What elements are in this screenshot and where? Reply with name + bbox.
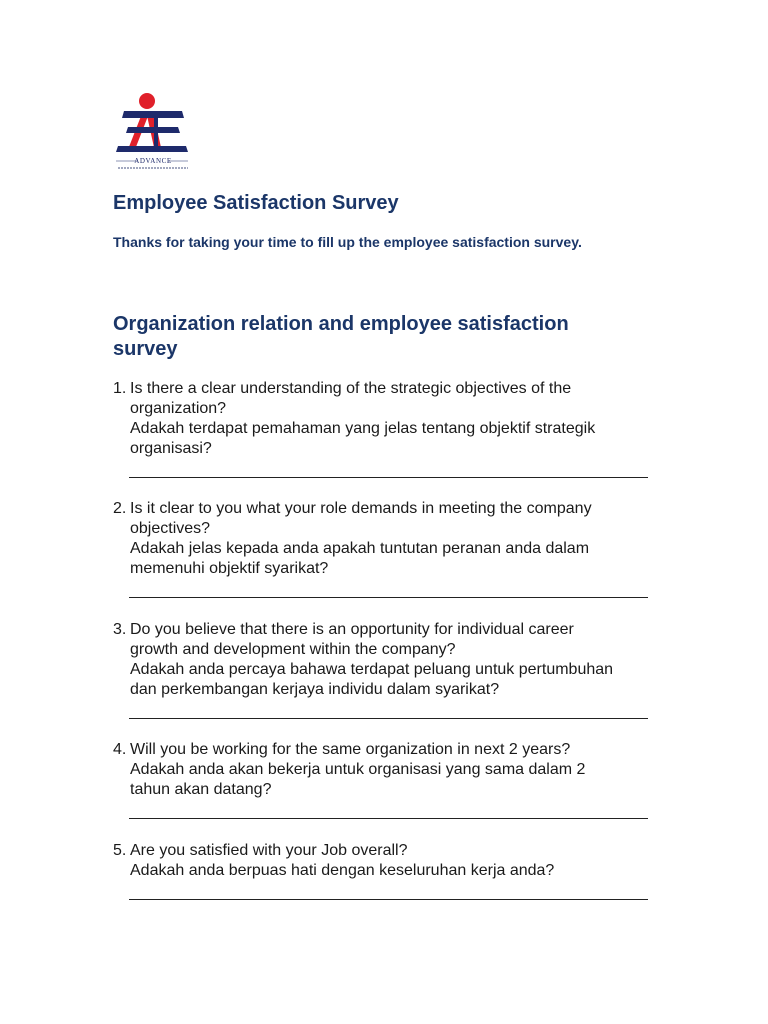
logo-wordmark: ADVANCE xyxy=(134,157,172,165)
question-text-en: Is it clear to you what your role demands in meeting the company xyxy=(130,500,592,517)
question-text-en: Are you satisfied with your Job overall? xyxy=(130,842,408,859)
question-text-en: organization? xyxy=(130,400,227,417)
question-5 xyxy=(113,841,653,881)
question-text-ms: Adakah anda berpuas hati dengan keseluruhan kerja anda? xyxy=(130,862,555,879)
question-text-ms: Adakah jelas kepada anda apakah tuntutan peranan anda dalam xyxy=(130,540,590,557)
section-title-line-1: Organization relation and employee satisfaction xyxy=(113,313,569,335)
answer-line-1[interactable] xyxy=(129,477,648,478)
question-text-en: objectives? xyxy=(130,520,211,537)
answer-line-2[interactable] xyxy=(129,597,648,598)
survey-subtitle: Thanks for taking your time to fill up the employee satisfaction survey. xyxy=(113,234,582,250)
question-text-en: Do you believe that there is an opportunity for individual career xyxy=(130,621,574,638)
question-text-en: growth and development within the company? xyxy=(130,641,456,658)
question-3 xyxy=(113,620,653,700)
question-text-en: Is there a clear understanding of the strategic objectives of the xyxy=(130,380,572,397)
question-2 xyxy=(113,499,653,579)
section-title xyxy=(113,312,633,362)
section-title-line-2: survey xyxy=(113,338,178,360)
company-logo xyxy=(112,90,192,174)
question-text-ms: organisasi? xyxy=(130,440,212,457)
question-1 xyxy=(113,379,653,459)
question-text-ms: Adakah terdapat pemahaman yang jelas tentang objektif strategik xyxy=(130,420,596,437)
question-number: 1. xyxy=(113,380,127,397)
question-text-ms: Adakah anda percaya bahawa terdapat peluang untuk pertumbuhan xyxy=(130,661,614,678)
question-text-ms: Adakah anda akan bekerja untuk organisasi yang sama dalam 2 xyxy=(130,761,586,778)
question-number: 4. xyxy=(113,741,127,758)
question-text-ms: dan perkembangan kerjaya individu dalam syarikat? xyxy=(130,681,500,698)
question-number: 3. xyxy=(113,621,127,638)
question-number: 2. xyxy=(113,500,127,517)
question-text-en: Will you be working for the same organization in next 2 years? xyxy=(130,741,571,758)
question-text-ms: memenuhi objektif syarikat? xyxy=(130,560,329,577)
answer-line-5[interactable] xyxy=(129,899,648,900)
question-4 xyxy=(113,740,653,800)
question-number: 5. xyxy=(113,842,127,859)
ae-logo-icon xyxy=(112,90,192,174)
question-text-ms: tahun akan datang? xyxy=(130,781,272,798)
answer-line-3[interactable] xyxy=(129,718,648,719)
survey-title: Employee Satisfaction Survey xyxy=(113,192,399,214)
answer-line-4[interactable] xyxy=(129,818,648,819)
